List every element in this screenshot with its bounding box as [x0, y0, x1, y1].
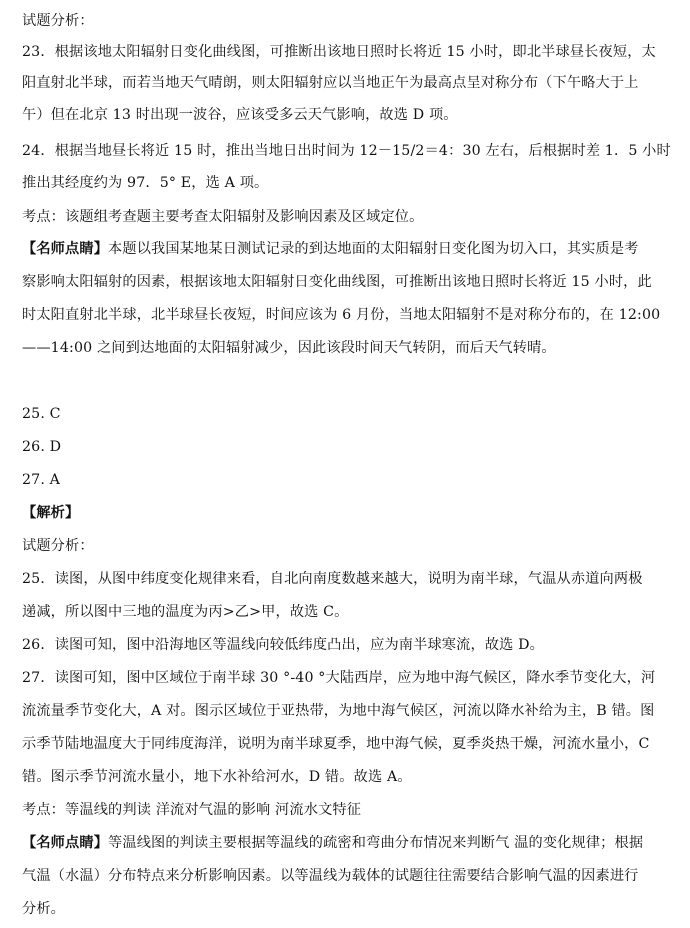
q26-line: 26．读图可知，图中沿海地区等温线向较低纬度凸出，应为南半球寒流，故选 D。: [22, 637, 545, 653]
q25-line-2: 递减，所以图中三地的温度为丙>乙>甲，故选 C。: [22, 604, 349, 620]
q23-line-1: 23．根据该地太阳辐射日变化曲线图，可推断出该地日照时长将近 15 小时，即北半球昼长夜短，太: [22, 44, 656, 60]
q23-line-3: 午）但在北京 13 时出现一波谷，应该受多云天气影响，故选 D 项。: [22, 107, 458, 123]
mingshi-2-line-2: 气温（水温）分布特点来分析影响因素。以等温线为载体的试题往往需要结合影响气温的因素进行: [22, 868, 639, 884]
mingshi-2-line-1: [22, 834, 643, 852]
jiexi-label: 【解析】: [22, 505, 80, 521]
mingshi-2-text: 等温线图的判读主要根据等温线的疏密和弯曲分布情况来判断气 温的变化规律；根据: [108, 835, 644, 851]
answer-27: 27. A: [22, 472, 61, 488]
answer-26: 26. D: [22, 439, 62, 455]
mingshi-1-text: 本题以我国某地某日测试记录的到达地面的太阳辐射日变化图为切入口，其实质是考: [108, 241, 639, 257]
mingshi-1-line-4: ——14:00 之间到达地面的太阳辐射减少，因此该段时间天气转阴，而后天气转晴。: [22, 340, 556, 356]
q24-line-2: 推出其经度约为 97．5° E，选 A 项。: [22, 175, 269, 191]
mingshi-1-line-2: 察影响太阳辐射的因素，根据该地太阳辐射日变化曲线图，可推断出该地日照时长将近 15 小时，此: [22, 274, 652, 290]
q25-line-1: 25．读图，从图中纬度变化规律来看，自北向南度数越来越大，说明为南半球，气温从赤道向两极: [22, 571, 643, 587]
mingshi-label-1: 【名师点睛】: [22, 241, 109, 257]
q27-line-3: 示季节陆地温度大于同纬度海洋，说明为南半球夏季，地中海气候，夏季炎热干燥，河流水量小，C: [22, 736, 650, 752]
mingshi-label-2: 【名师点睛】: [22, 835, 109, 851]
q27-line-1: 27．读图可知，图中区域位于南半球 30 °-40 °大陆西岸，应为地中海气候区，降水季节变化大，河: [22, 670, 656, 686]
q27-line-4: 错。图示季节河流水量小，地下水补给河水，D 错。故选 A。: [22, 769, 412, 785]
analysis-heading-1: 试题分析：: [22, 13, 94, 29]
mingshi-1-line-1: [22, 240, 639, 258]
q23-line-2: 阳直射北半球，而若当地天气晴朗，则太阳辐射应以当地正午为最高点呈对称分布（下午略大于上: [22, 75, 639, 91]
q24-line-1: 24．根据当地昼长将近 15 时，推出当地日出时间为 12－15/2＝4：30 左右，后根据时差 1．5 小时: [22, 143, 671, 159]
mingshi-1-line-3: 时太阳直射北半球，北半球昼长夜短，时间应该为 6 月份，当地太阳辐射不是对称分布的，在 12:00: [22, 307, 661, 323]
q27-line-2: 流流量季节变化大，A 对。图示区域位于亚热带，为地中海气候区，河流以降水补给为主，B 错。图: [22, 703, 655, 719]
analysis-heading-2: 试题分析：: [22, 538, 94, 554]
kaodian-2: 考点：等温线的判读 洋流对气温的影响 河流水文特征: [22, 802, 362, 818]
kaodian-1: 考点：该题组考查题主要考查太阳辐射及影响因素及区域定位。: [22, 209, 424, 225]
answer-25: 25. C: [22, 406, 61, 422]
mingshi-2-line-3: 分析。: [22, 901, 66, 917]
